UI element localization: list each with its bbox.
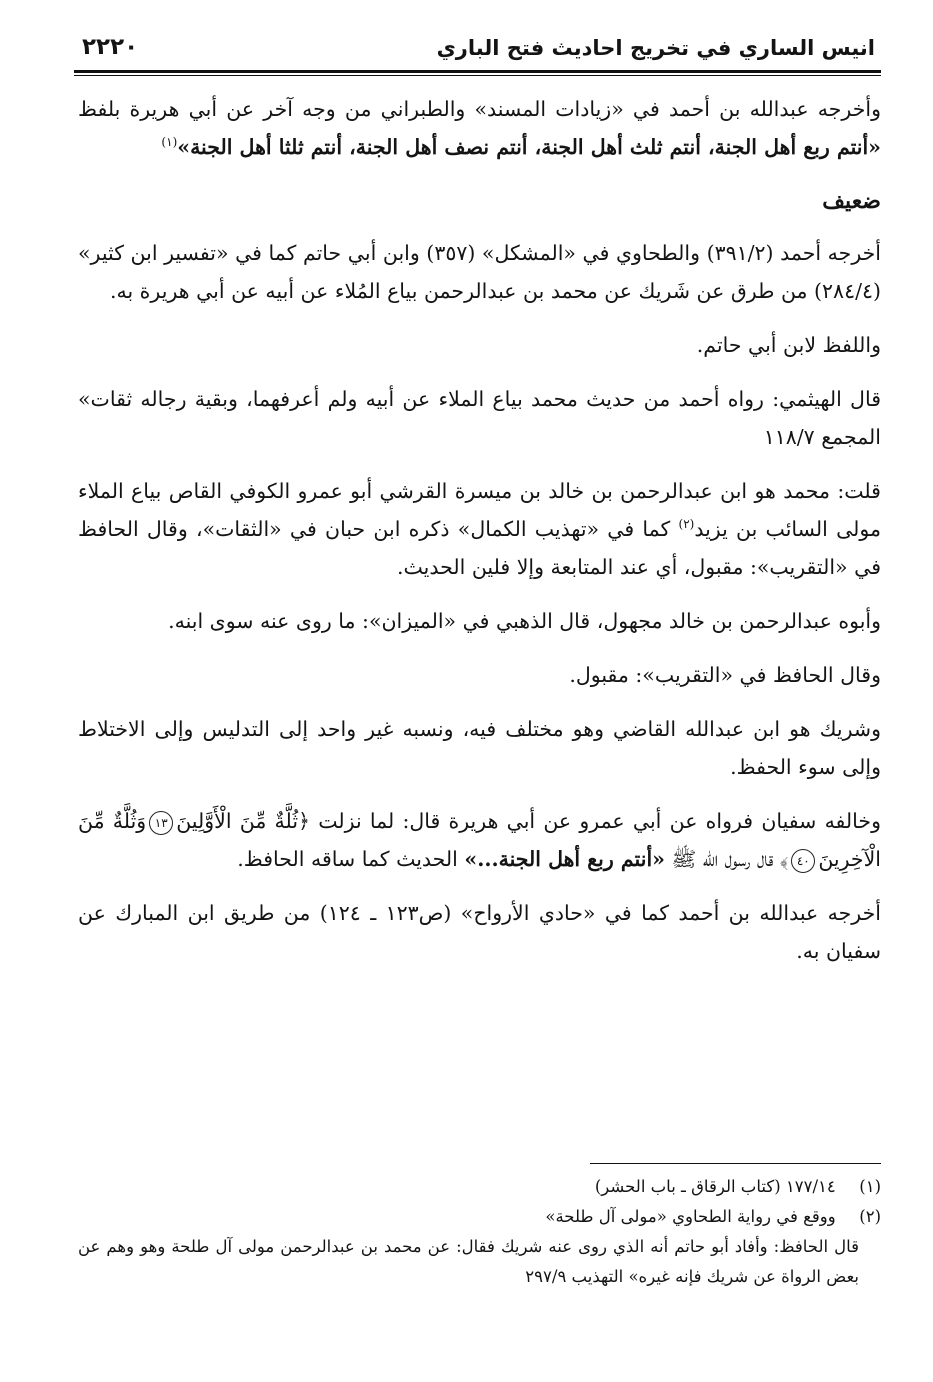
verse-number-ornament: ١٣ bbox=[149, 811, 173, 835]
paragraph-3: واللفظ لابن أبي حاتم. bbox=[696, 333, 881, 357]
grade-heading: ضعيف bbox=[822, 188, 881, 214]
footnote-1 bbox=[78, 1172, 881, 1202]
footnote-ref-1: (١) bbox=[161, 135, 178, 150]
header-rule-thin bbox=[74, 75, 881, 76]
footnote-number: (٢) bbox=[859, 1207, 881, 1226]
paragraph-5-text-b: كما في «تهذيب الكمال» ذكره ابن حبان في «الثقات»، وقال الحافظ في «التقريب»: مقبول، أي عند المتابعة وإلا فلين الحديث. bbox=[78, 517, 881, 579]
paragraph-9-text-a: وخالفه سفيان فرواه عن أبي عمرو عن أبي هريرة قال: لما نزلت ﴿ثُلَّةٌ مِّنَ الْأَوَّلِينَ bbox=[176, 809, 881, 833]
paragraph-9-text-b: وَثُلَّةٌ مِّنَ الْآخِرِينَ bbox=[78, 809, 881, 871]
paragraph-2: أخرجه أحمد (٣٩١/٢) والطحاوي في «المشكل» (٣٥٧) وابن أبي حاتم كما في «تفسير ابن كثير» (٢٨٤/٤) من طرق عن شَريك عن محمد بن عبدالرحمن بياع المُلاء عن أبيه عن أبي هريرة به. bbox=[78, 241, 881, 303]
paragraph-9-text-d: الحديث كما ساقه الحافظ. bbox=[237, 847, 465, 871]
paragraph-9-text-c: ﴾ قال رسول الله ﷺ bbox=[664, 847, 789, 871]
paragraph-5 bbox=[78, 472, 881, 586]
footnote-text: قال الحافظ: وأفاد أبو حاتم أنه الذي روى عنه شريك فقال: عن محمد بن عبدالرحمن مولى آل طلحة وهو وهم عن بعض الرواة عن شريك فإنه غيره» التهذيب ٢٩٧/٩ bbox=[78, 1237, 859, 1286]
footnote-number: (١) bbox=[859, 1177, 881, 1196]
footnote-2-continuation bbox=[78, 1232, 881, 1292]
footnote-2 bbox=[78, 1202, 881, 1232]
main-text bbox=[78, 90, 881, 986]
hadith-quote: «أنتم ربع أهل الجنة...» bbox=[464, 847, 665, 871]
page-header bbox=[74, 30, 881, 70]
paragraph-9 bbox=[78, 802, 881, 878]
paragraph-6: وأبوه عبدالرحمن بن خالد مجهول، قال الذهبي في «الميزان»: ما روى عنه سوى ابنه. bbox=[168, 609, 881, 633]
header-rule bbox=[74, 70, 881, 73]
footnote-ref-2: (٢) bbox=[678, 517, 695, 532]
footnotes bbox=[78, 1172, 881, 1292]
page-number: ٢٢٢٠ bbox=[82, 34, 139, 60]
paragraph-4: قال الهيثمي: رواه أحمد من حديث محمد بياع الملاء عن أبيه ولم أعرفهما، وبقية رجاله ثقات» المجمع ١١٨/٧ bbox=[78, 387, 881, 449]
verse-number-ornament: ٤٠ bbox=[791, 849, 815, 873]
paragraph-1 bbox=[78, 90, 881, 166]
paragraph-8: وشريك هو ابن عبدالله القاضي وهو مختلف فيه، ونسبه غير واحد إلى التدليس وإلى الاختلاط وإلى سوء الحفظ. bbox=[78, 717, 881, 779]
hadith-quote: «أنتم ربع أهل الجنة، أنتم ثلث أهل الجنة، أنتم نصف أهل الجنة، أنتم ثلثا أهل الجنة» bbox=[177, 135, 881, 159]
paragraph-1-text: وأخرجه عبدالله بن أحمد في «زيادات المسند» والطبراني من وجه آخر عن أبي هريرة بلفظ bbox=[78, 97, 881, 121]
footnote-text: ١٧٧/١٤ (كتاب الرقاق ـ باب الحشر) bbox=[594, 1177, 836, 1196]
paragraph-10: أخرجه عبدالله بن أحمد كما في «حادي الأرواح» (ص١٢٣ ـ ١٢٤) من طريق ابن المبارك عن سفيان به. bbox=[78, 901, 881, 963]
running-title: انيس الساري في تخريج احاديث فتح الباري bbox=[436, 36, 875, 60]
footnote-separator bbox=[590, 1163, 881, 1164]
paragraph-5-text-a: قلت: محمد هو ابن عبدالرحمن بن خالد بن ميسرة القرشي أبو عمرو الكوفي القاص بياع الملاء مولى السائب بن يزيد bbox=[78, 479, 881, 541]
footnote-text: ووقع في رواية الطحاوي «مولى آل طلحة» bbox=[545, 1207, 836, 1226]
paragraph-7: وقال الحافظ في «التقريب»: مقبول. bbox=[569, 663, 881, 687]
